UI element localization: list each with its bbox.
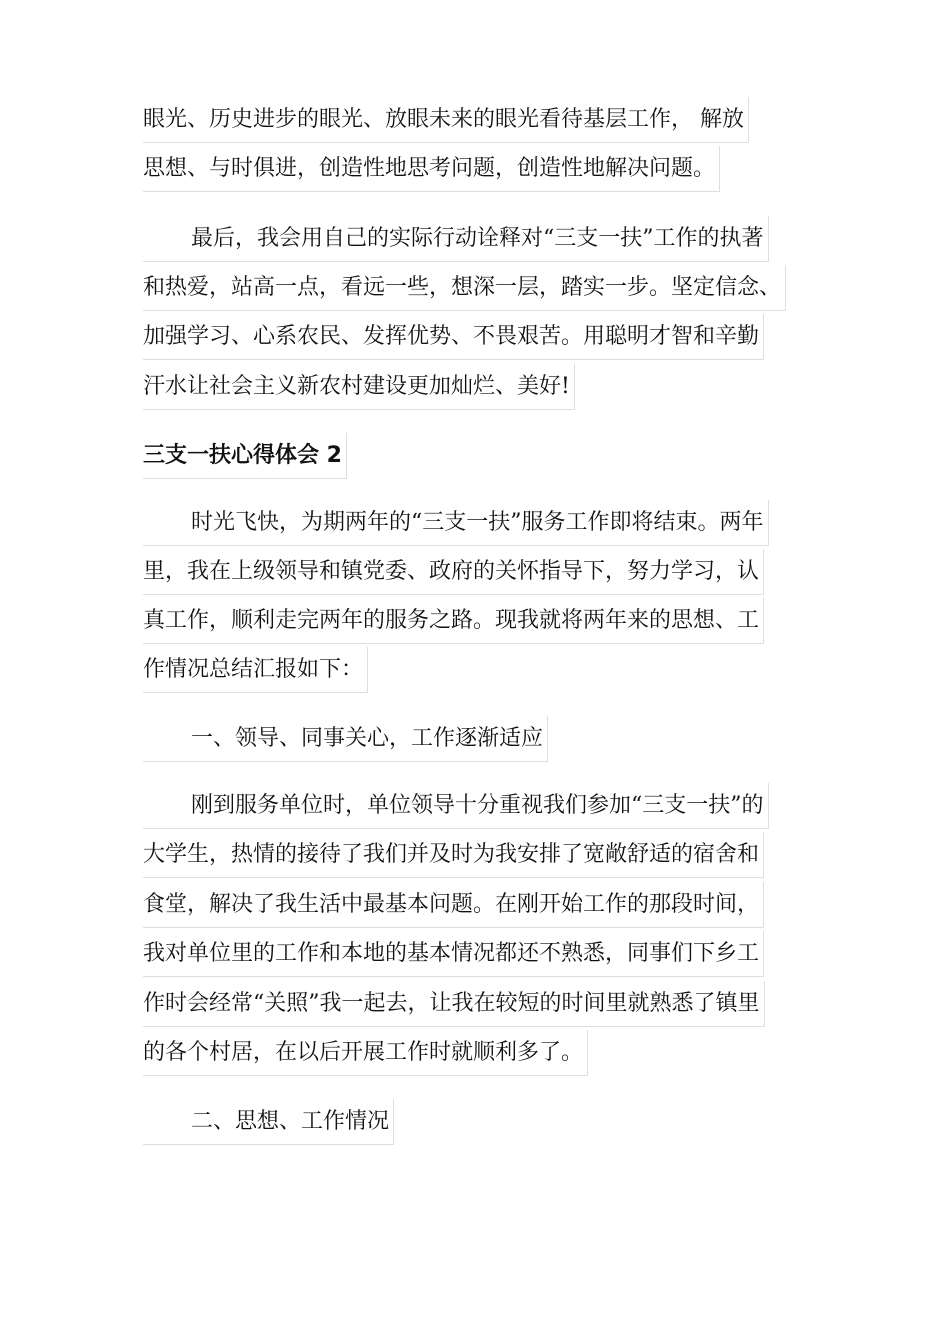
paragraph-line: 我对单位里的工作和本地的基本情况都还不熟悉，同事们下乡工 — [143, 931, 764, 977]
paragraph-line: 眼光、历史进步的眼光、放眼未来的眼光看待基层工作， 解放 — [143, 97, 749, 143]
section-heading: 三支一扶心得体会 2 — [143, 433, 347, 479]
paragraph-line: 时光飞快，为期两年的“三支一扶”服务工作即将结束。两年 — [143, 500, 769, 546]
paragraph-line: 和热爱，站高一点，看远一些，想深一层，踏实一步。坚定信念、 — [143, 265, 786, 311]
paragraph-line: 的各个村居，在以后开展工作时就顺利多了。 — [143, 1030, 588, 1076]
paragraph-line: 加强学习、心系农民、发挥优势、不畏艰苦。用聪明才智和辛勤 — [143, 314, 764, 360]
paragraph-line: 食堂，解决了我生活中最基本问题。在刚开始工作的那段时间， — [143, 882, 764, 928]
paragraph-line: 作情况总结汇报如下： — [143, 647, 368, 693]
paragraph-line: 汗水让社会主义新农村建设更加灿烂、美好! — [143, 364, 575, 410]
paragraph-line: 里，我在上级领导和镇党委、政府的关怀指导下，努力学习，认 — [143, 549, 764, 595]
paragraph-line: 刚到服务单位时，单位领导十分重视我们参加“三支一扶”的 — [143, 783, 769, 829]
paragraph-line: 思想、与时俱进，创造性地思考问题，创造性地解决问题。 — [143, 146, 720, 192]
subsection-heading: 二、思想、工作情况 — [143, 1099, 394, 1145]
paragraph-line: 最后，我会用自己的实际行动诠释对“三支一扶”工作的执著 — [143, 216, 769, 262]
subsection-heading: 一、领导、同事关心，工作逐渐适应 — [143, 716, 548, 762]
paragraph-line: 作时会经常“关照”我一起去，让我在较短的时间里就熟悉了镇里 — [143, 981, 765, 1027]
paragraph-line: 真工作，顺利走完两年的服务之路。现我就将两年来的思想、工 — [143, 598, 764, 644]
paragraph-line: 大学生，热情的接待了我们并及时为我安排了宽敞舒适的宿舍和 — [143, 832, 764, 878]
